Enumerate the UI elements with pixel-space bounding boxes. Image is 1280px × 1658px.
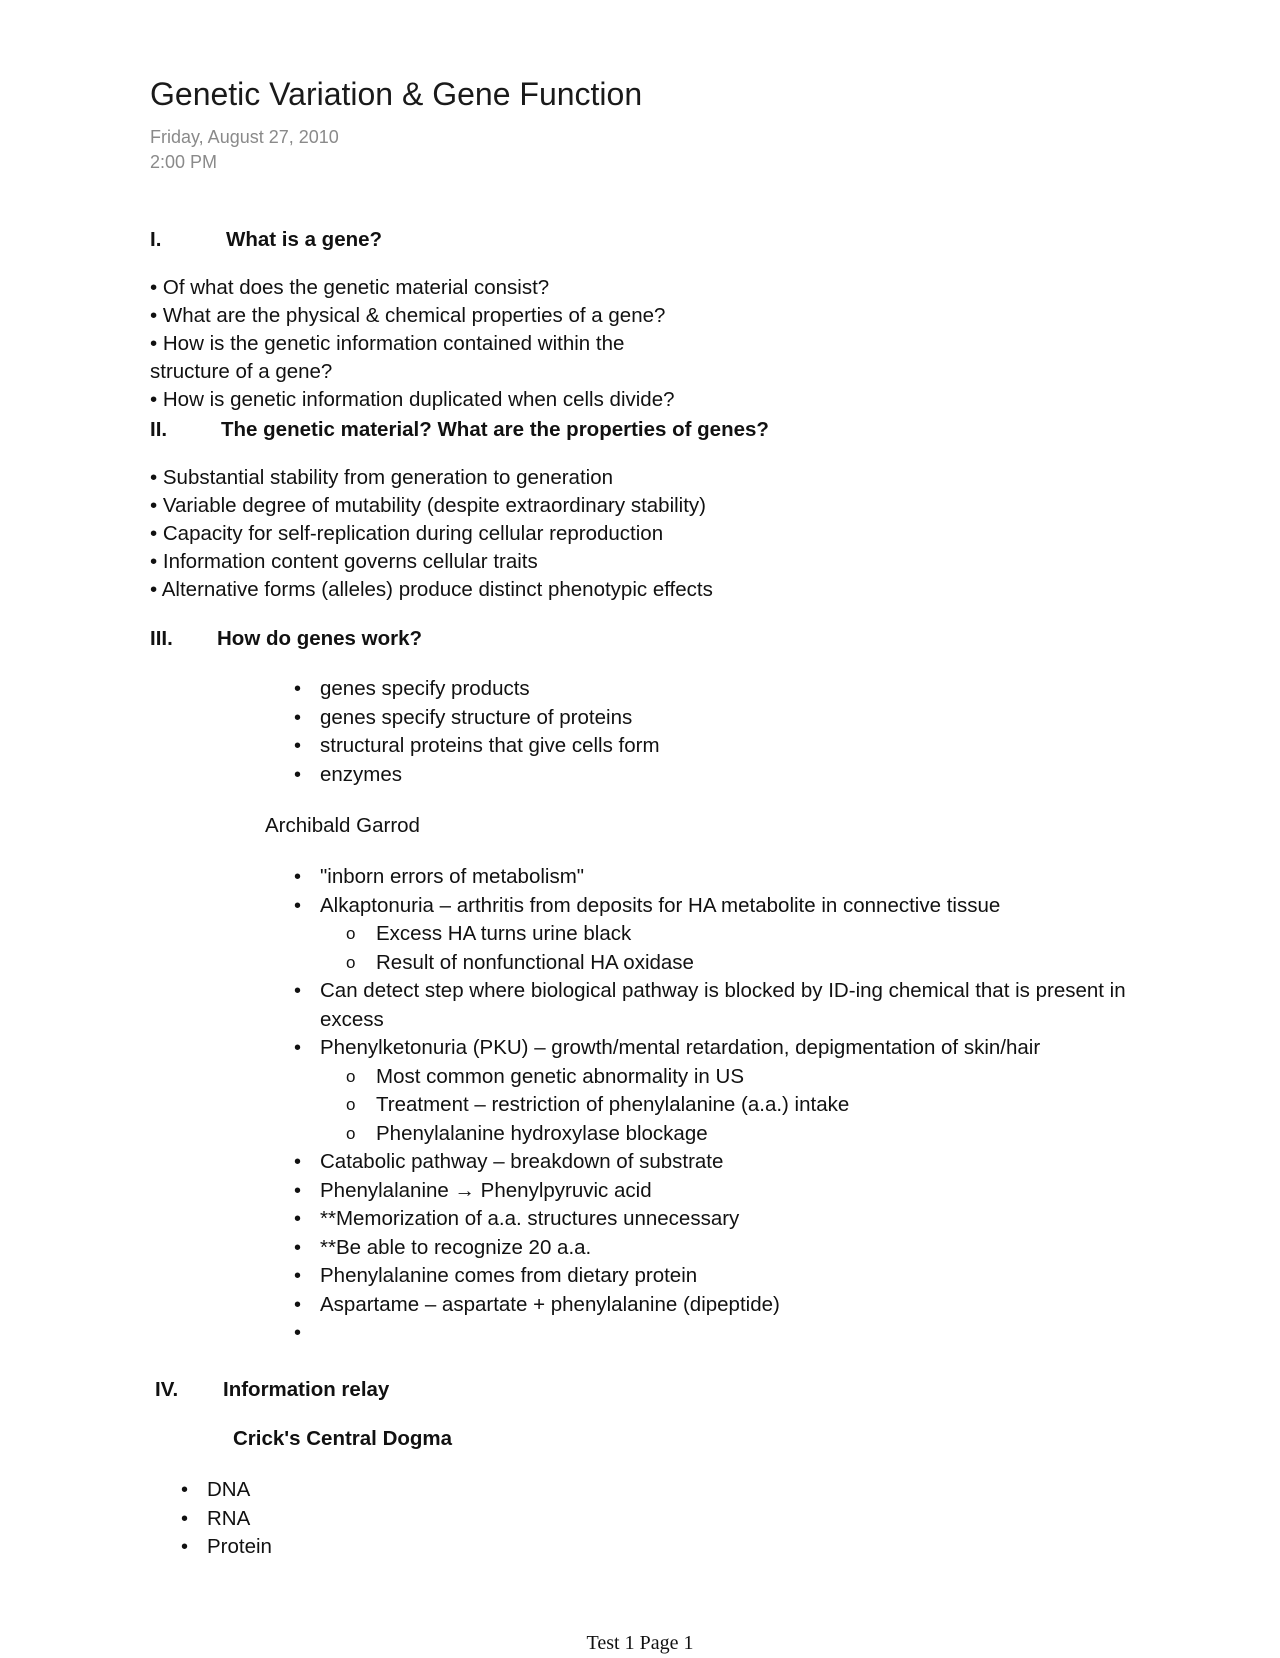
dogma-list bbox=[181, 1476, 272, 1562]
bullet-icon: • bbox=[294, 1322, 302, 1344]
sub-list-item: o Most common genetic abnormality in US bbox=[320, 1063, 1140, 1092]
list-item: structure of a gene? bbox=[150, 360, 333, 383]
section2-heading: The genetic material? What are the properties of genes? bbox=[221, 418, 769, 441]
list-item: • structural proteins that give cells form bbox=[320, 732, 660, 761]
list-item: • Phenylalanine → Phenylpyruvic acid bbox=[320, 1177, 1140, 1206]
bullet-icon: • bbox=[294, 706, 302, 729]
list-item: • Alkaptonuria – arthritis from deposits for HA metabolite in connective tissue bbox=[320, 892, 1140, 921]
genes-work-list bbox=[294, 675, 660, 789]
list-item: • What are the physical & chemical properties of a gene? bbox=[150, 304, 666, 327]
list-item: • Capacity for self-replication during cellular reproduction bbox=[150, 522, 664, 545]
sub-bullet-icon: o bbox=[346, 1095, 356, 1114]
note-date: Friday, August 27, 2010 bbox=[150, 127, 339, 147]
page-footer: Test 1 Page 1 bbox=[586, 1632, 694, 1654]
bullet-icon: • bbox=[294, 894, 302, 917]
section3-numeral: III. bbox=[150, 627, 173, 650]
bullet-icon: • bbox=[294, 1037, 302, 1059]
bullet-icon: • bbox=[294, 866, 302, 888]
garrod-subheading: Archibald Garrod bbox=[265, 814, 420, 837]
sub-bullet-icon: o bbox=[346, 952, 356, 972]
section1-list bbox=[150, 274, 675, 414]
list-item: • Protein bbox=[207, 1533, 272, 1562]
note-time: 2:00 PM bbox=[150, 152, 218, 172]
section4-heading: Information relay bbox=[223, 1378, 390, 1401]
bullet-icon: • bbox=[294, 1151, 302, 1173]
list-item: • Phenylalanine comes from dietary protein bbox=[320, 1262, 1140, 1291]
sub-bullet-icon: o bbox=[346, 1066, 356, 1086]
list-item: • "inborn errors of metabolism" bbox=[320, 863, 1140, 892]
list-item: • Can detect step where biological pathway is blocked by ID-ing chemical that is present in excess bbox=[294, 979, 1126, 1031]
section2-numeral: II. bbox=[150, 418, 168, 441]
list-item: • Alternative forms (alleles) produce distinct phenotypic effects bbox=[150, 578, 713, 601]
bullet-icon: • bbox=[294, 1293, 302, 1316]
bullet-icon: • bbox=[294, 1208, 302, 1230]
bullet-icon: • bbox=[294, 735, 302, 757]
sub-list-item: o Treatment – restriction of phenylalanine (a.a.) intake bbox=[320, 1091, 1140, 1120]
list-item: • genes specify structure of proteins bbox=[320, 704, 660, 733]
list-item: • **Be able to recognize 20 a.a. bbox=[320, 1234, 1140, 1263]
sub-list-item: o Phenylalanine hydroxylase blockage bbox=[320, 1120, 1140, 1149]
bullet-icon: • bbox=[294, 1179, 302, 1202]
bullet-icon: • bbox=[294, 980, 302, 1002]
list-item: • Variable degree of mutability (despite extraordinary stability) bbox=[150, 494, 707, 517]
garrod-list bbox=[294, 863, 1140, 1344]
list-item: • DNA bbox=[207, 1476, 272, 1505]
section1-numeral: I. bbox=[150, 228, 162, 251]
list-item: • Substantial stability from generation to generation bbox=[150, 466, 614, 489]
list-item: • RNA bbox=[207, 1505, 272, 1534]
list-item: • genes specify products bbox=[320, 675, 660, 704]
bullet-icon: • bbox=[181, 1507, 189, 1530]
sub-list-item: o Result of nonfunctional HA oxidase bbox=[320, 949, 1140, 978]
list-item: • Aspartame – aspartate + phenylalanine (dipeptide) bbox=[320, 1291, 1140, 1320]
sub-list-item: o Excess HA turns urine black bbox=[320, 920, 1140, 949]
list-item: • Phenylketonuria (PKU) – growth/mental retardation, depigmentation of skin/hair bbox=[320, 1034, 1140, 1063]
section3-heading: How do genes work? bbox=[217, 627, 423, 650]
bullet-icon: • bbox=[294, 1265, 302, 1287]
list-item: • **Memorization of a.a. structures unnecessary bbox=[320, 1205, 1140, 1234]
bullet-icon: • bbox=[294, 1236, 302, 1259]
bullet-icon: • bbox=[294, 678, 302, 700]
bullet-icon: • bbox=[294, 763, 302, 786]
bullet-icon: • bbox=[181, 1536, 189, 1558]
list-item: • How is the genetic information contained within the bbox=[150, 332, 625, 355]
section4-numeral: IV. bbox=[155, 1378, 179, 1401]
central-dogma-heading: Crick's Central Dogma bbox=[233, 1427, 453, 1450]
sub-bullet-icon: o bbox=[346, 1123, 356, 1143]
list-item: • Information content governs cellular traits bbox=[150, 550, 538, 573]
page-title: Genetic Variation & Gene Function bbox=[150, 76, 643, 112]
bullet-icon: • bbox=[181, 1479, 189, 1501]
list-item: • Catabolic pathway – breakdown of substrate bbox=[320, 1148, 1140, 1177]
section1-heading: What is a gene? bbox=[226, 228, 383, 251]
section2-list bbox=[150, 464, 713, 604]
list-item: • How is genetic information duplicated when cells divide? bbox=[150, 388, 675, 411]
list-item: • enzymes bbox=[320, 761, 660, 790]
sub-bullet-icon: o bbox=[346, 924, 356, 943]
list-item: • Of what does the genetic material consist? bbox=[150, 276, 550, 299]
